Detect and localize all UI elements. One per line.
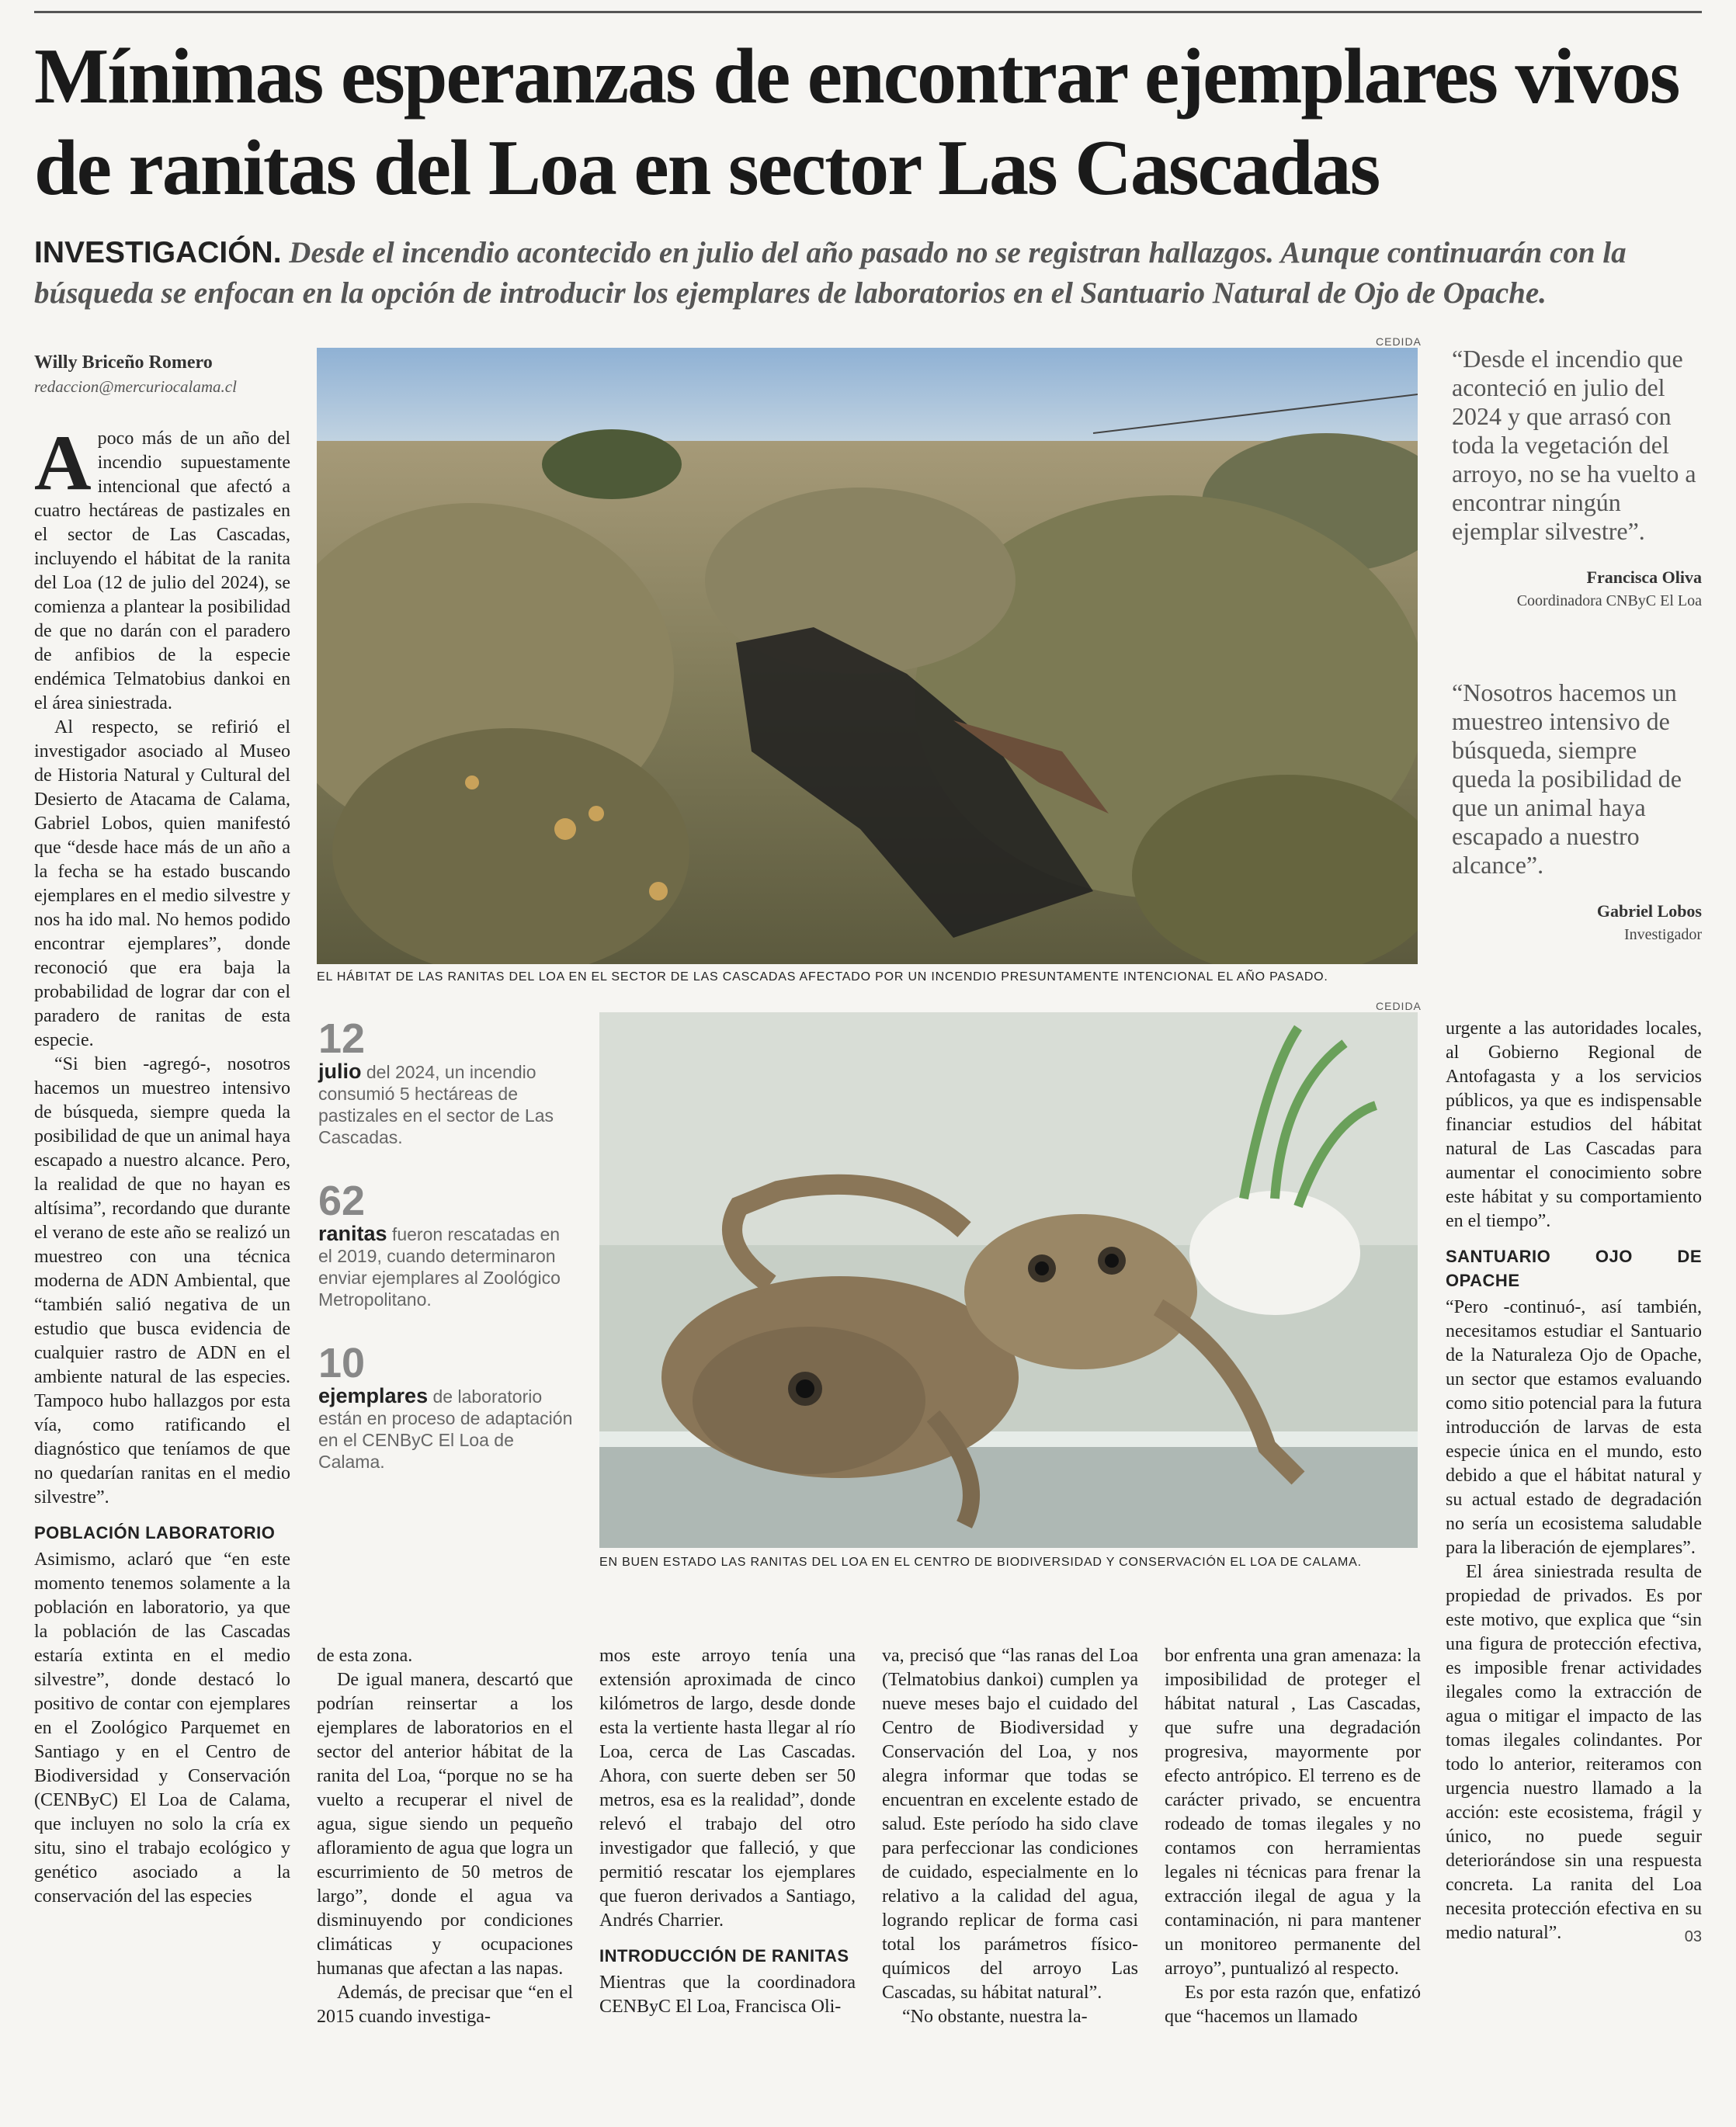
fact-item: 10 ejemplares de laboratorio están en proceso de adaptación en el CENByC El Loa de Calama. [318,1341,575,1473]
quote-role: Investigador [1624,926,1702,943]
column-6 [1446,1017,1702,1949]
photo-caption: EL HÁBITAT DE LAS RANITAS DEL LOA EN EL SECTOR DE LAS CASCADAS AFECTADO POR UN INCENDIO PRESUNTAMENTE INTENCIONAL EL AÑO PASADO. [317,970,1328,984]
kicker: INVESTIGACIÓN. [34,236,282,269]
top-rule [34,11,1702,13]
body-paragraph: urgente a las autoridades locales, al Gobierno Regional de Antofagasta y a los servicios públicos, ya que es indispensable financiar estudios del hábitat natural de Las Cascadas para aumentar el conocimiento sobre este hábitat y su comportamiento en el tiempo”. [1446,1018,1702,1231]
body-paragraph: Al respecto, se refirió el investigador asociado al Museo de Historia Natural y Cultural del Desierto de Atacama de Calama, Gabriel Lobos, quien manifestó que “desde hace más de un año a la fecha se ha estado buscando ejemplares en el medio silvestre y nos ha ido mal. No hemos podido encontrar ejemplares”, donde reconoció que era baja la probabilidad de lograr dar con el paradero de ranitas de esta especie. [34,717,290,1050]
body-paragraph: Además, de precisar que “en el 2015 cuando investiga- [317,1983,573,2027]
page-number: 03 [1684,1928,1702,1945]
body-paragraph: Mientras que la coordinadora CENByC El Loa, Francisca Oli- [599,1973,856,2017]
quote-name: Gabriel Lobos [1596,901,1702,921]
body-paragraph: va, precisó que “las ranas del Loa (Telmatobius dankoi) cumplen ya nueve meses bajo el cuidado del Centro de Biodiversidad y Conservación del Loa, y nos alegra informar que todas se encuentran en excelente estado de salud. Este período ha sido clave para perfeccionar las condiciones de cuidado, especialmente en lo relativo a la calidad del agua, logrando replicar de forma casi total los parámetros físico-químicos del arroyo Las Cascadas, su hábitat natural”. [882,1646,1138,2003]
photo-caption: EN BUEN ESTADO LAS RANITAS DEL LOA EN EL CENTRO DE BIODIVERSIDAD Y CONSERVACIÓN EL LOA DE CALAMA. [599,1556,1362,1569]
dropcap: A [34,419,92,507]
body-paragraph: Asimismo, aclaró que “en este momento tenemos solamente a la población en laboratorio, ya que la población de las Cascadas estaría extinta en el medio silvestre”, donde destacó lo positivo de contar con ejemplares en el Zoológico Parquemet en Santiago y en el Centro de Biodiversidad y Conservación (CENByC) El Loa de Calama, que incluyen no solo la cría ex situ, sino el trabajo ecológico y genético asociado a la conservación del las especies [34,1549,290,1907]
column-2 [317,1644,573,2029]
body-paragraph: “Pero -continuó-, así también, necesitamos estudiar el Santuario de la Naturaleza Ojo de Opache, un sector que estamos evaluando como sitio potencial para la futura introducción de larvas de esta especie única en el mundo, esto debido a que el hábitat natural y su actual estado de degradación no sería un ecosistema saludable para la liberación de ejemplares”. [1446,1297,1702,1558]
quote-name: Francisca Oliva [1586,567,1702,587]
body-paragraph: mos este arroyo tenía una extensión aproximada de cinco kilómetros de largo, desde donde esta la vertiente hasta llegar al río Loa, cerca de Las Cascadas. Ahora, con suerte deben ser 50 metros, esa es la realidad”, donde relevó el trabajo del otro investigador que falleció, y que permitió rescatar los ejemplares que fueron derivados a Santiago, Andrés Charrier. [599,1646,856,1931]
deck [34,233,1711,314]
column-5 [1165,1644,1421,2029]
column-1 [34,419,290,1909]
column-4 [882,1644,1138,2029]
habitat-photo-image [317,348,1418,964]
subhead-santuario: SANTUARIO OJO DE OPACHE [1446,1247,1702,1290]
pull-quote-2 [1452,678,1702,944]
quote-text: “Nosotros hacemos un muestreo intensivo de búsqueda, siempre queda la posibilidad de que un animal haya escapado a nuestro alcance”. [1452,678,1682,879]
habitat-photo [317,348,1418,964]
deck-text: Desde el incendio acontecido en julio del año pasado no se registran hallazgos. Aunque continuarán con la búsqueda se enfocan en la opción de introducir los ejemplares de laboratorios en el Santuario Natural de Ojo de Opache. [34,236,1627,310]
quote-role: Coordinadora CNByC El Loa [1516,592,1702,609]
lead-paragraph: Apoco más de un año del incendio supuestamente intencional que afectó a cuatro hectáreas de pastizales en el sector de Las Cascadas, incluyendo el hábitat de la ranita del Loa (12 de julio del 2024), se comienza a plantear la posibilidad de que no darán con el paradero de anfibios de la especie endémica Telmatobius dankoi en el área siniestrada. [34,419,290,713]
pull-quote-1 [1452,345,1702,610]
fact-number: 12 [318,1015,366,1062]
subhead-introduccion: INTRODUCCIÓN DE RANITAS [599,1946,849,1966]
frogs-photo-image [599,1012,1418,1548]
subhead-poblacion: POBLACIÓN LABORATORIO [34,1523,276,1542]
body-paragraph: “No obstante, nuestra la- [902,2007,1088,2027]
author-email[interactable]: redaccion@mercuriocalama.cl [34,377,237,396]
body-paragraph: El área siniestrada resulta de propiedad de privados. Es por este motivo, que explica que “sin una figura de protección efectiva, es imposible frenar actividades ilegales como la extracción de agua o mitigar el impacto de las tomas ilegales colindantes. Por todo lo anterior, reiteramos con urgencia nuestro llamado a la acción: este ecosistema, frágil y único, no puede seguir deteriorándose sin una respuesta concreta. La ranita del Loa necesita protección efectiva en su medio natural”. [1446,1562,1702,1943]
body-paragraph: de esta zona. [317,1646,413,1666]
quote-text: “Desde el incendio que aconteció en julio del 2024 y que arrasó con toda la vegetación del arroyo, no se ha vuelto a encontrar ningún ejemplar silvestre”. [1452,345,1696,545]
headline: Mínimas esperanzas de encontrar ejemplares vivos de ranitas del Loa en sector Las Cascadas [34,33,1679,212]
author: Willy Briceño Romero [34,352,213,373]
fact-number: 10 [318,1340,366,1386]
fact-item: 62 ranitas fueron rescatadas en el 2019, cuando determinaron enviar ejemplares al Zoológico Metropolitano. [318,1179,575,1310]
fact-number: 62 [318,1178,366,1224]
body-paragraph: Es por esta razón que, enfatizó que “hacemos un llamado [1165,1983,1421,2027]
body-paragraph: bor enfrenta una gran amenaza: la imposibilidad de proteger el hábitat natural , Las Cascadas, que sufre una degradación progresiva, mayormente por efecto antrópico. El terreno es de carácter privado, se encuentra rodeado de tomas ilegales y no contamos con herramientas legales ni técnicas para frenar la extracción ilegal de agua y la contaminación, ni para mantener un monitoreo permanente del arroyo”, puntualizó al respecto. [1165,1646,1421,1979]
photo-credit: CEDIDA [1376,335,1422,348]
body-paragraph: De igual manera, descartó que podrían reinsertar a los ejemplares de laboratorios en el sector del anterior hábitat de la ranita del Loa, “porque no se ha vuelto a recuperar el nivel de agua, sigue siendo un pequeño afloramiento de agua que logra un escurrimiento de 50 metros de largo”, donde el agua va disminuyendo por condiciones climáticas y ocupaciones humanas que afectan a las napas. [317,1670,573,1979]
facts-box [318,1017,575,1473]
fact-item: 12 julio del 2024, un incendio consumió 5 hectáreas de pastizales en el sector de Las Cascadas. [318,1017,575,1148]
frogs-photo [599,1012,1418,1548]
column-3 [599,1644,856,2019]
photo-credit: CEDIDA [1376,1000,1422,1012]
body-paragraph: “Si bien -agregó-, nosotros hacemos un muestreo intensivo de búsqueda, siempre queda la posibilidad de que un animal haya escapado a nuestro alcance. Pero, la realidad de que no hayan es altísima”, recordando que durante el verano de este año se realizó un muestreo con una técnica moderna de ADN Ambiental, que “también salió negativa de un estudio que busca evidencia de cualquier rastro de ADN en el ambiente natural de las especies. Tampoco hubo hallazgos por esta vía, como ratificando el diagnóstico que teníamos de que no quedarían ranitas en el medio silvestre”. [34,1054,290,1508]
